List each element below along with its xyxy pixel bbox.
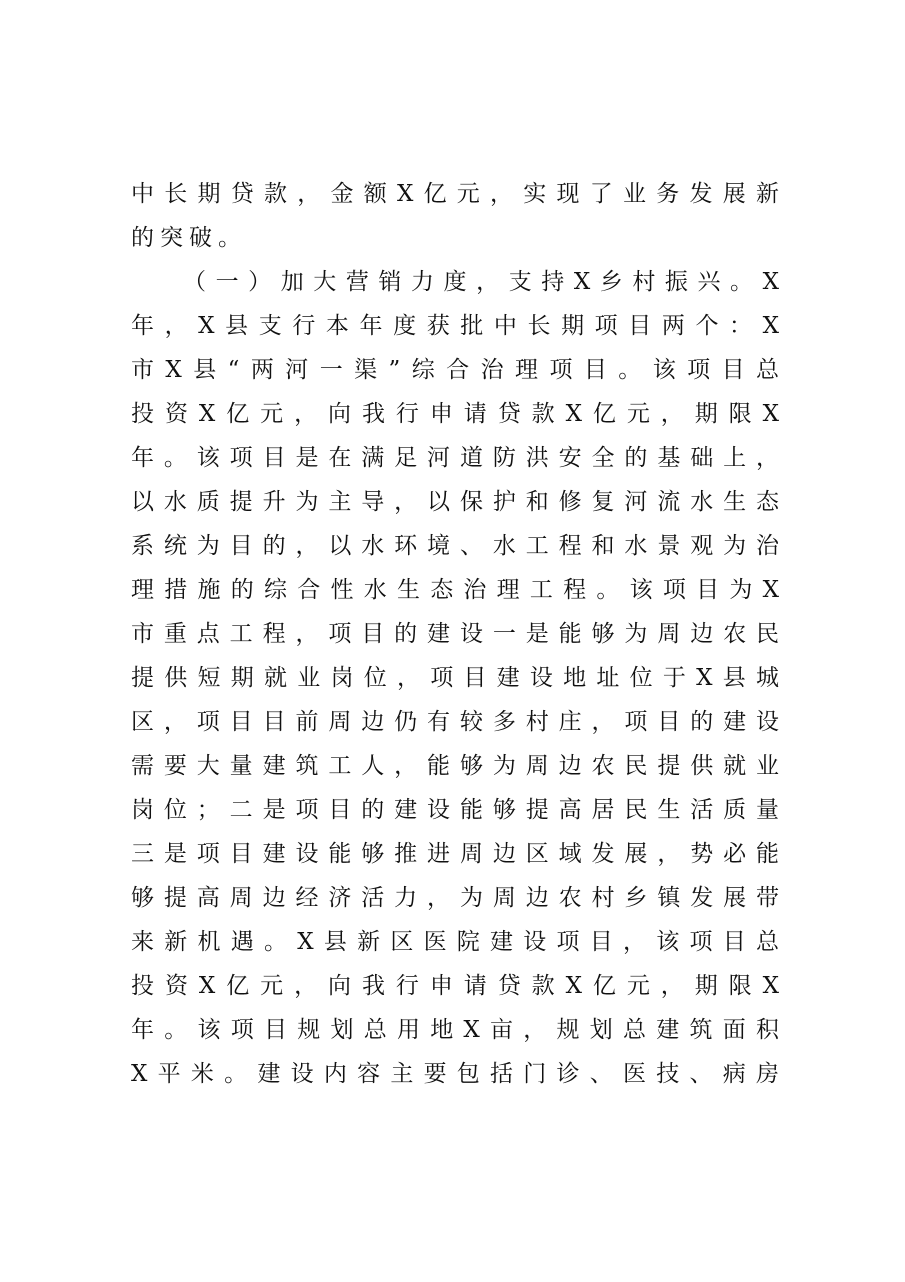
text-line: 够提高周边经济活力，为周边农村乡镇发展带 xyxy=(131,885,779,911)
text-line: 理措施的综合性水生态治理工程。该项目为X xyxy=(131,577,779,603)
text-line: 市X县“两河一渠”综合治理项目。该项目总 xyxy=(131,357,779,383)
body-text xyxy=(131,172,779,1096)
text-line: X平米。建设内容主要包括门诊、医技、病房 xyxy=(131,1061,779,1087)
text-line: 三是项目建设能够推进周边区域发展，势必能 xyxy=(131,841,779,867)
text-line: 区，项目目前周边仍有较多村庄，项目的建设 xyxy=(131,709,779,735)
text-line: 投资X亿元，向我行申请贷款X亿元，期限X xyxy=(131,401,779,427)
text-line: 需要大量建筑工人，能够为周边农民提供就业 xyxy=(131,753,779,779)
text-line: 系统为目的，以水环境、水工程和水景观为治 xyxy=(131,533,779,559)
text-line: 岗位；二是项目的建设能够提高居民生活质量 xyxy=(131,797,779,823)
text-line: 年。该项目规划总用地X亩，规划总建筑面积 xyxy=(131,1017,779,1043)
text-line: 市重点工程，项目的建设一是能够为周边农民 xyxy=(131,621,779,647)
text-line: 年。该项目是在满足河道防洪安全的基础上， xyxy=(131,445,779,471)
text-line: 中长期贷款，金额X亿元，实现了业务发展新 xyxy=(131,181,779,207)
text-line: 的突破。 xyxy=(131,225,247,251)
text-line: 投资X亿元，向我行申请贷款X亿元，期限X xyxy=(131,973,779,999)
text-line: 年，X县支行本年度获批中长期项目两个：X xyxy=(131,313,779,339)
text-line: 以水质提升为主导，以保护和修复河流水生态 xyxy=(131,489,779,515)
text-line: 提供短期就业岗位，项目建设地址位于X县城 xyxy=(131,665,779,691)
section-heading-line: （一）加大营销力度，支持X乡村振兴。X xyxy=(183,269,779,295)
text-line: 来新机遇。X县新区医院建设项目，该项目总 xyxy=(131,929,779,955)
